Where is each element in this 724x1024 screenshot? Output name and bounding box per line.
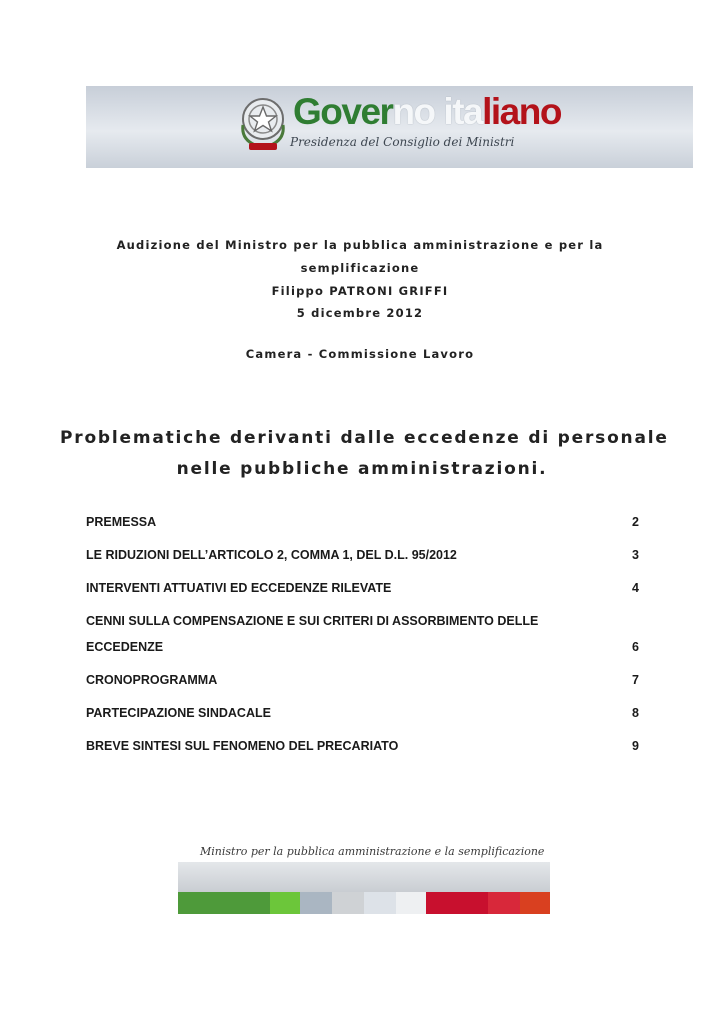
color-swatch xyxy=(426,892,488,914)
hearing-line-2: semplificazione xyxy=(300,261,420,275)
color-swatch xyxy=(396,892,426,914)
color-swatch xyxy=(520,892,550,914)
document-title-line-2: nelle pubbliche amministrazioni. xyxy=(176,459,548,479)
logo-part-red: liano xyxy=(482,91,561,132)
toc-entry-page: 8 xyxy=(632,706,639,720)
footer-gradient xyxy=(178,862,550,892)
ministry-signature: Ministro per la pubblica amministrazione e la semplificazione xyxy=(200,845,545,858)
toc-entry-label: BREVE SINTESI SUL FENOMENO DEL PRECARIATO xyxy=(86,739,399,753)
toc-entry-label: ECCEDENZE xyxy=(86,640,164,654)
toc-entry-page: 6 xyxy=(632,640,639,654)
color-swatch xyxy=(178,892,270,914)
hearing-venue: Camera - Commissione Lavoro xyxy=(245,347,475,361)
color-swatch xyxy=(364,892,396,914)
toc-entry-page: 4 xyxy=(632,581,639,595)
toc-entry-label: LE RIDUZIONI DELL’ARTICOLO 2, COMMA 1, DEL D.L. 95/2012 xyxy=(86,548,457,562)
minister-name: Filippo PATRONI GRIFFI xyxy=(271,284,449,298)
italian-emblem-icon xyxy=(237,95,289,153)
logo-subtitle: Presidenza del Consiglio dei Ministri xyxy=(290,135,515,149)
toc-entry-page: 7 xyxy=(632,673,639,687)
toc-entry-label: CENNI SULLA COMPENSAZIONE E SUI CRITERI DI ASSORBIMENTO DELLE xyxy=(86,614,539,628)
toc-entry-page: 3 xyxy=(632,548,639,562)
toc-entry-page: 2 xyxy=(632,515,639,529)
hearing-date: 5 dicembre 2012 xyxy=(296,306,424,320)
governo-italiano-logo xyxy=(293,92,561,132)
footer-color-bar xyxy=(178,862,550,917)
color-swatch xyxy=(488,892,520,914)
toc-entry-label: CRONOPROGRAMMA xyxy=(86,673,218,687)
toc-entry-label: PREMESSA xyxy=(86,515,157,529)
color-swatch xyxy=(332,892,364,914)
logo-part-white: no ita xyxy=(392,91,483,132)
color-swatch xyxy=(270,892,300,914)
toc-entry-label: INTERVENTI ATTUATIVI ED ECCEDENZE RILEVATE xyxy=(86,581,392,595)
logo-part-green: Gover xyxy=(293,91,393,132)
document-title-line-1: Problematiche derivanti dalle eccedenze di personale xyxy=(60,428,669,448)
toc-entry-page: 9 xyxy=(632,739,639,753)
color-swatch xyxy=(300,892,332,914)
hearing-line-1: Audizione del Ministro per la pubblica amministrazione e per la xyxy=(116,238,604,252)
toc-entry-label: PARTECIPAZIONE SINDACALE xyxy=(86,706,271,720)
